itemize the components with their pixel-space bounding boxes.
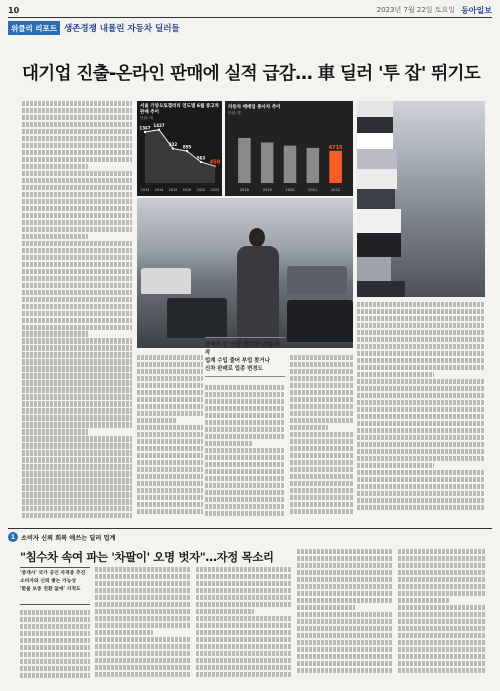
bottom-column-3	[196, 567, 292, 686]
bottom-column-5	[398, 549, 485, 686]
x-tick-label: 2018	[239, 188, 249, 192]
section-divider	[8, 528, 492, 529]
data-label: 922	[168, 142, 178, 148]
used-car-sales-chart	[137, 101, 222, 196]
data-point	[158, 129, 160, 131]
article-column-4	[290, 355, 354, 521]
data-point	[172, 147, 174, 149]
data-point	[200, 161, 202, 163]
bottom-section-title: 소비자 신뢰 회복 애쓰는 딜러 업계	[21, 534, 116, 542]
x-tick-label: 2019	[262, 188, 272, 192]
subheadline: '환불 보증 전환 없애' 지적도	[20, 587, 81, 592]
data-label: 1367	[139, 125, 151, 131]
x-tick-label: 2015	[168, 188, 178, 192]
data-label: 1427	[153, 123, 165, 129]
bar	[284, 146, 297, 183]
page-number: 10	[8, 5, 20, 15]
article-column-3	[205, 385, 285, 521]
section-tag: 위클리 리포트	[8, 21, 60, 35]
bottom-column-1	[20, 610, 90, 686]
chart-title: 자동차 매매업 종사자 추이	[228, 105, 281, 110]
article-column-2	[137, 355, 203, 521]
chart-unit: 단위: 명	[228, 111, 241, 115]
article-column-5	[357, 302, 485, 521]
masthead: 동아일보	[461, 4, 492, 15]
data-label: 4715	[328, 144, 343, 151]
chart-plot	[225, 101, 353, 196]
publication-date: 2023년 7월 22일 토요일	[376, 6, 456, 14]
data-label: 563	[196, 155, 206, 161]
subheadline: 소비자와 신뢰 쌓는 가능성	[20, 579, 76, 584]
data-label: 450	[209, 159, 221, 166]
bar	[307, 148, 320, 183]
bottom-subheadlines	[20, 567, 90, 605]
pull-quote-line: 판매자 등 '인증 중고차' 사업 시작	[205, 342, 281, 356]
headline: 대기업 진출-온라인 판매에 실적 급감… 車 딜러 '투 잡' 뛰기도	[22, 64, 481, 84]
chart-title: 서울 가양오토갤러리 연도별 6월 중고차 판매 추이	[140, 104, 219, 115]
pull-quote-line: 업계 수입 줄어 부업 찾거나	[205, 358, 270, 364]
section-title: 생존경쟁 내몰린 자동차 딜러들	[64, 24, 180, 34]
pull-quote	[205, 337, 285, 377]
x-tick-label: 2021	[308, 188, 318, 192]
header-rule	[8, 17, 492, 18]
x-tick-label: 2013	[140, 188, 150, 192]
bar	[329, 151, 342, 183]
data-label: 855	[182, 144, 192, 150]
data-point	[186, 150, 188, 152]
pull-quote-line: 신차 판매로 업종 변경도	[205, 366, 263, 372]
chart-plot	[137, 101, 222, 196]
dealer-count-chart	[225, 101, 353, 196]
bottom-column-4	[297, 549, 393, 686]
x-tick-label: 2023	[210, 188, 220, 192]
x-tick-label: 2020	[285, 188, 295, 192]
x-tick-label: 2022	[196, 188, 206, 192]
bottom-column-2	[95, 567, 191, 686]
x-tick-label: 2019	[182, 188, 192, 192]
subheadline: '중개사' 국가 공인 자격증 추진	[20, 571, 86, 576]
car-lot-photo	[357, 101, 485, 297]
x-tick-label: 2022	[331, 188, 341, 192]
data-point	[144, 131, 146, 133]
article-column-1	[22, 101, 132, 521]
bar	[261, 143, 274, 184]
bottom-headline: "침수차 속여 파는 '차팔이' 오명 벗자"…자정 목소리	[20, 550, 274, 564]
dealer-photo	[137, 198, 353, 348]
bottom-article-number: 1	[8, 532, 18, 542]
dealer-figure	[235, 228, 281, 348]
bar	[238, 138, 251, 183]
chart-unit: 단위: 대	[140, 116, 153, 120]
page-header	[8, 4, 492, 16]
x-tick-label: 2014	[154, 188, 164, 192]
